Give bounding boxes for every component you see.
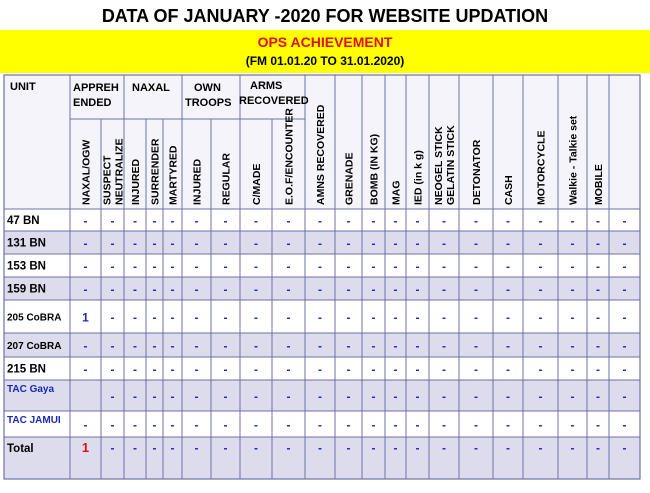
value-cell: - — [110, 389, 115, 404]
value-cell: - — [570, 282, 575, 297]
column-header: AMNS RECOVERED — [315, 104, 327, 205]
value-cell: - — [596, 282, 600, 297]
value-cell: - — [254, 418, 258, 432]
value-cell: - — [346, 214, 351, 228]
column-header: SUSPECT — [101, 155, 114, 205]
value-cell: - — [596, 214, 600, 228]
column-header: CASH — [503, 175, 515, 205]
value-cell: - — [170, 441, 175, 455]
value-cell: - — [570, 214, 575, 228]
value-cell: - — [318, 282, 322, 297]
column-header: MOTORCYCLE — [535, 130, 548, 205]
value-cell: - — [570, 362, 575, 377]
value-cell: - — [393, 362, 398, 377]
value-cell: - — [254, 236, 258, 251]
column-header: INJURED — [130, 158, 142, 205]
value-cell: - — [346, 282, 351, 297]
unit-cell: 47 BN — [7, 215, 40, 227]
value-cell: - — [415, 236, 420, 251]
value-cell: - — [596, 339, 600, 353]
value-cell: - — [110, 339, 115, 353]
value-cell: - — [152, 418, 157, 432]
value-cell: - — [474, 236, 478, 251]
value-cell: - — [346, 310, 351, 325]
value-cell: - — [170, 418, 175, 432]
value-cell: - — [442, 282, 446, 297]
value-cell: - — [415, 339, 420, 353]
value-cell: - — [415, 310, 420, 325]
value-cell: - — [596, 441, 600, 455]
value-cell: - — [133, 236, 137, 251]
value-cell: - — [286, 362, 291, 377]
value-cell: - — [83, 236, 88, 251]
column-header: E.O.F/ENCOUNTER — [283, 108, 296, 205]
value-cell: - — [110, 362, 115, 377]
value-cell: - — [194, 362, 199, 377]
value-cell: - — [442, 418, 446, 432]
value-cell: - — [110, 310, 115, 325]
value-cell: - — [506, 389, 510, 404]
value-cell: - — [194, 310, 199, 325]
value-cell: - — [133, 259, 137, 274]
value-cell: - — [152, 310, 157, 325]
value-cell: - — [622, 389, 627, 404]
value-cell: - — [133, 214, 137, 228]
group-header-1: APPREH — [73, 82, 119, 94]
group-header-3: OWN — [194, 82, 221, 94]
value-cell: - — [538, 418, 543, 432]
value-cell: - — [474, 310, 478, 325]
value-cell: - — [194, 339, 199, 353]
value-cell: - — [286, 310, 291, 325]
value-cell: - — [570, 389, 575, 404]
value-cell: - — [622, 339, 627, 353]
page-title: DATA OF JANUARY -2020 FOR WEBSITE UPDATION — [101, 6, 549, 26]
value-cell: - — [170, 282, 175, 297]
column-header: NEOGEL STICK — [433, 126, 445, 205]
value-cell: - — [286, 236, 291, 251]
value-cell: - — [110, 418, 115, 432]
value-cell: - — [223, 310, 228, 325]
value-cell: - — [415, 441, 420, 455]
value-cell: - — [506, 441, 510, 455]
value-cell: - — [223, 236, 228, 251]
value-cell: - — [152, 236, 157, 251]
value-cell: - — [622, 441, 627, 455]
value-cell: - — [254, 310, 258, 325]
value-cell: - — [506, 339, 510, 353]
value-cell: - — [622, 310, 627, 325]
value-cell: - — [194, 259, 199, 274]
column-header: NEUTRALIZE — [113, 138, 126, 205]
value-cell: - — [596, 259, 600, 274]
column-header: GRENADE — [343, 152, 356, 205]
value-cell: - — [133, 441, 137, 455]
value-cell: - — [371, 259, 376, 274]
column-header: Walkie - Talkie set — [567, 115, 580, 205]
value-cell: - — [538, 282, 543, 297]
value-cell: - — [133, 389, 137, 404]
value-cell: - — [194, 282, 199, 297]
value-cell: - — [538, 389, 543, 404]
value-cell: - — [442, 310, 446, 325]
unit-cell: TAC JAMUI — [7, 415, 61, 426]
value-cell: - — [371, 282, 376, 297]
value-cell: - — [223, 259, 228, 274]
value-cell: - — [474, 389, 478, 404]
value-cell: - — [83, 282, 88, 297]
value-cell: - — [622, 362, 627, 377]
value-cell: - — [170, 362, 175, 377]
value-cell: - — [346, 441, 351, 455]
value-cell: - — [474, 282, 478, 297]
value-cell: - — [110, 236, 115, 251]
row-shade — [4, 277, 640, 300]
value-cell: - — [415, 282, 420, 297]
group-header-4: ARMS — [250, 80, 283, 92]
value-cell: - — [194, 389, 199, 404]
value-cell: - — [346, 362, 351, 377]
value-cell: - — [223, 389, 228, 404]
unit-cell: 205 CoBRA — [7, 312, 62, 324]
value-cell: - — [318, 310, 322, 325]
value-cell: - — [371, 389, 376, 404]
value-cell: - — [110, 259, 115, 274]
value-cell: - — [152, 389, 157, 404]
value-cell: - — [170, 236, 175, 251]
row-shade — [4, 231, 640, 254]
column-header: GELATIN STICK — [445, 125, 457, 205]
column-header: INJURED — [191, 158, 204, 205]
value-cell: - — [415, 418, 420, 432]
value-cell: - — [286, 441, 291, 455]
value-cell: - — [286, 418, 291, 432]
value-cell: - — [83, 339, 88, 353]
unit-cell: 153 BN — [7, 260, 46, 273]
value-cell: - — [596, 310, 600, 325]
value-cell: - — [393, 259, 398, 274]
value-cell: - — [83, 362, 88, 377]
value-cell: - — [223, 214, 228, 228]
value-cell: - — [254, 339, 258, 353]
value-cell: - — [346, 236, 351, 251]
value-cell: - — [570, 418, 575, 432]
value-cell: - — [570, 441, 575, 455]
value-cell: - — [83, 214, 88, 228]
value-cell: - — [393, 214, 398, 228]
value-cell: - — [393, 418, 398, 432]
value-cell: - — [152, 441, 157, 455]
value-cell: - — [442, 214, 446, 228]
value-cell: - — [194, 441, 199, 455]
value-cell: - — [393, 339, 398, 353]
value-cell: - — [506, 362, 510, 377]
value-cell: - — [254, 259, 258, 274]
value-cell: - — [346, 259, 351, 274]
value-cell: - — [415, 214, 420, 228]
value-cell: - — [346, 418, 351, 432]
value-cell: - — [170, 214, 175, 228]
value-cell: - — [170, 389, 175, 404]
value-cell: - — [152, 214, 157, 228]
value-cell: - — [318, 236, 322, 251]
value-cell: - — [393, 441, 398, 455]
value-cell: - — [318, 259, 322, 274]
column-header: BOMB (IN KG) — [368, 133, 381, 205]
value-cell: - — [254, 214, 258, 228]
value-cell: - — [474, 441, 478, 455]
value-cell: - — [622, 418, 627, 432]
value-cell: - — [194, 214, 199, 228]
value-cell: - — [170, 310, 175, 325]
value-cell: - — [83, 418, 88, 432]
value-cell: - — [506, 236, 510, 251]
value-cell: - — [194, 236, 199, 251]
unit-header: UNIT — [10, 81, 36, 93]
value-cell: - — [393, 236, 398, 251]
unit-cell: 215 BN — [7, 363, 46, 376]
value-cell: - — [371, 418, 376, 432]
value-cell: - — [286, 389, 291, 404]
value-cell: - — [152, 282, 157, 297]
value-cell: - — [415, 362, 420, 377]
value-cell: - — [538, 339, 543, 353]
column-header: SURRENDER — [149, 138, 162, 205]
value-cell: - — [133, 282, 137, 297]
value-cell: - — [83, 259, 88, 274]
value-cell: - — [152, 362, 157, 377]
unit-cell: 131 BN — [7, 237, 46, 250]
value-cell: - — [538, 214, 543, 228]
value-cell: - — [474, 418, 478, 432]
value-cell: - — [286, 259, 291, 274]
value-cell: - — [318, 362, 322, 377]
value-cell: - — [538, 362, 543, 377]
value-cell: - — [393, 282, 398, 297]
value-cell: - — [442, 259, 446, 274]
value-cell: - — [254, 362, 258, 377]
value-cell: - — [371, 236, 376, 251]
row-shade — [4, 333, 640, 357]
value-cell: - — [318, 214, 322, 228]
group-header-3-line2: TROOPS — [185, 97, 232, 109]
banner-period: (FM 01.01.20 TO 31.01.2020) — [245, 54, 405, 68]
value-cell: - — [133, 362, 137, 377]
value-cell: - — [442, 236, 446, 251]
column-header: DETONATOR — [471, 139, 483, 205]
value-cell: - — [596, 418, 600, 432]
value-cell: - — [538, 310, 543, 325]
column-header: MAG — [390, 180, 403, 205]
value-cell: - — [133, 339, 137, 353]
value-cell: - — [474, 339, 478, 353]
column-header: NAXAL/OGW — [80, 139, 93, 205]
value-cell: - — [223, 282, 228, 297]
value-cell: 1 — [81, 440, 90, 455]
value-cell: - — [254, 389, 258, 404]
value-cell: - — [442, 441, 446, 455]
value-cell: - — [538, 236, 543, 251]
value-cell: - — [442, 339, 446, 353]
value-cell: - — [170, 339, 175, 353]
value-cell: - — [570, 236, 575, 251]
value-cell: - — [570, 310, 575, 325]
column-header: MOBILE — [593, 164, 605, 205]
value-cell: - — [393, 389, 398, 404]
column-header: REGULAR — [220, 153, 233, 205]
value-cell: - — [393, 310, 398, 325]
value-cell: - — [622, 259, 627, 274]
value-cell: - — [570, 339, 575, 353]
row-shade — [4, 437, 640, 479]
value-cell: 1 — [82, 310, 89, 325]
value-cell: - — [442, 389, 446, 404]
value-cell: - — [318, 339, 322, 353]
value-cell: - — [371, 362, 376, 377]
value-cell: - — [152, 339, 157, 353]
value-cell: - — [506, 310, 510, 325]
value-cell: - — [506, 259, 510, 274]
column-header: IED (in k g) — [412, 150, 425, 205]
unit-cell: Total — [7, 443, 34, 455]
value-cell: - — [474, 214, 478, 228]
value-cell: - — [110, 441, 115, 455]
value-cell: - — [538, 259, 543, 274]
value-cell: - — [318, 441, 322, 455]
value-cell: - — [596, 362, 600, 377]
unit-cell: 159 BN — [7, 283, 46, 296]
value-cell: - — [596, 389, 600, 404]
column-header: C/MADE — [251, 163, 263, 205]
value-cell: - — [318, 418, 322, 432]
value-cell: - — [194, 418, 199, 432]
value-cell: - — [538, 441, 543, 455]
value-cell: - — [346, 339, 351, 353]
column-header: MARTYRED — [167, 145, 180, 205]
unit-cell: TAC Gaya — [7, 384, 55, 395]
value-cell: - — [133, 310, 137, 325]
value-cell: - — [506, 214, 510, 228]
value-cell: - — [223, 362, 228, 377]
value-cell: - — [223, 441, 228, 455]
value-cell: - — [474, 362, 478, 377]
value-cell: - — [371, 441, 376, 455]
value-cell: - — [286, 214, 291, 228]
value-cell: - — [110, 282, 115, 297]
value-cell: - — [622, 236, 627, 251]
value-cell: - — [371, 310, 376, 325]
value-cell: - — [223, 418, 228, 432]
group-header-1-line2: ENDED — [73, 97, 112, 109]
value-cell: - — [474, 259, 478, 274]
value-cell: - — [371, 214, 376, 228]
value-cell: - — [596, 236, 600, 251]
group-header-2: NAXAL — [132, 82, 170, 94]
value-cell: - — [254, 441, 258, 455]
value-cell: - — [133, 418, 137, 432]
value-cell: - — [286, 339, 291, 353]
value-cell: - — [442, 362, 446, 377]
value-cell: - — [346, 389, 351, 404]
value-cell: - — [506, 418, 510, 432]
value-cell: - — [318, 389, 322, 404]
value-cell: - — [110, 214, 115, 228]
banner-heading: OPS ACHIEVEMENT — [257, 34, 393, 50]
value-cell: - — [254, 282, 258, 297]
value-cell: - — [170, 259, 175, 274]
value-cell: - — [415, 259, 420, 274]
value-cell: - — [622, 282, 627, 297]
unit-cell: 207 CoBRA — [7, 341, 62, 352]
value-cell: - — [570, 259, 575, 274]
value-cell: - — [286, 282, 291, 297]
value-cell: - — [622, 214, 627, 228]
group-header-4-line2: RECOVERED — [239, 95, 309, 107]
value-cell: - — [506, 282, 510, 297]
value-cell: - — [223, 339, 228, 353]
value-cell: - — [152, 259, 157, 274]
value-cell: - — [415, 389, 420, 404]
row-shade — [4, 380, 640, 411]
value-cell: - — [371, 339, 376, 353]
